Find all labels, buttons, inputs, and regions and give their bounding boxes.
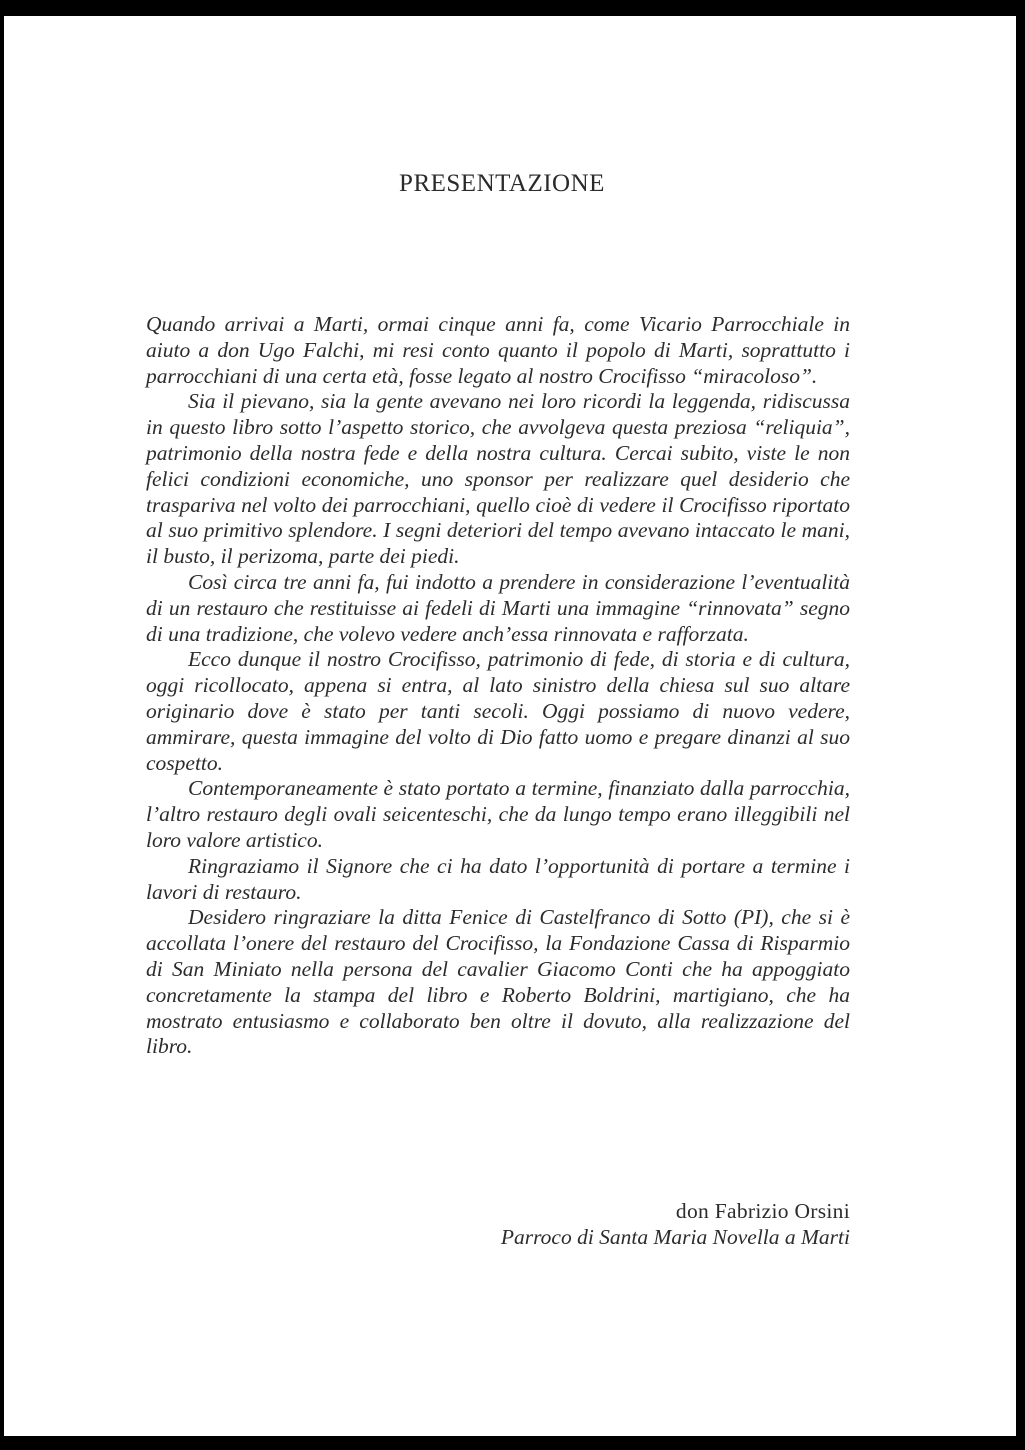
signature-name: don Fabrizio Orsini	[675, 1199, 850, 1223]
paragraph: Sia il pievano, sia la gente avevano nei loro ricordi la leggenda, ridiscussa in questo libro sotto l’aspetto storico, che avvolgeva questa preziosa “reliquia”, patrimonio della nostra fede e della nostra cultura. Cercai subito, viste le non felici condizioni economiche, uno sponsor per realizzare quel desiderio che traspariva nel volto dei parrocchiani, quello cioè di vedere il Crocifisso riportato al suo primitivo splendore. I segni deteriori del tempo avevano intaccato le mani, il busto, il perizoma, parte dei piedi.	[146, 389, 850, 569]
signature	[501, 1198, 850, 1250]
page-title: PRESENTAZIONE	[399, 170, 605, 197]
page	[4, 16, 1016, 1436]
signature-role: Parroco di Santa Maria Novella a Marti	[500, 1225, 850, 1249]
paragraph: Così circa tre anni fa, fui indotto a prendere in considerazione l’eventualità di un restauro che restituisse ai fedeli di Marti una immagine “rinnovata” segno di una tradizione, che volevo vedere anch’essa rinnovata e rafforzata.	[146, 569, 850, 646]
paragraph: Ringraziamo il Signore che ci ha dato l’opportunità di portare a termine i lavori di restauro.	[146, 853, 850, 904]
paragraph: Contemporaneamente è stato portato a termine, finanziato dalla parrocchia, l’altro restauro degli ovali seicenteschi, che da lungo tempo erano illeggibili nel loro valore artistico.	[146, 776, 850, 852]
body-text	[146, 312, 850, 1060]
paragraph: Desidero ringraziare la ditta Fenice di Castelfranco di Sotto (PI), che si è accollata l’onere del restauro del Crocifisso, la Fondazione Cassa di Risparmio di San Miniato nella persona del cavalier Giacomo Conti che ha appoggiato concretamente la stampa del libro e Roberto Boldrini, martigiano, che ha mostrato entusiasmo e collaborato ben oltre il dovuto, alla realizzazione del libro.	[146, 905, 850, 1059]
paragraph: Ecco dunque il nostro Crocifisso, patrimonio di fede, di storia e di cultura, oggi ricollocato, appena si entra, al lato sinistro della chiesa sul suo altare originario dove è stato per tanti secoli. Oggi possiamo di nuovo vedere, ammirare, questa immagine del volto di Dio fatto uomo e pregare dinanzi al suo cospetto.	[146, 647, 850, 775]
paragraph: Quando arrivai a Marti, ormai cinque anni fa, come Vicario Parrocchiale in aiuto a don Ugo Falchi, mi resi conto quanto il popolo di Marti, soprattutto i parrocchiani di una certa età, fosse legato al nostro Crocifisso “miracoloso”.	[146, 312, 850, 388]
